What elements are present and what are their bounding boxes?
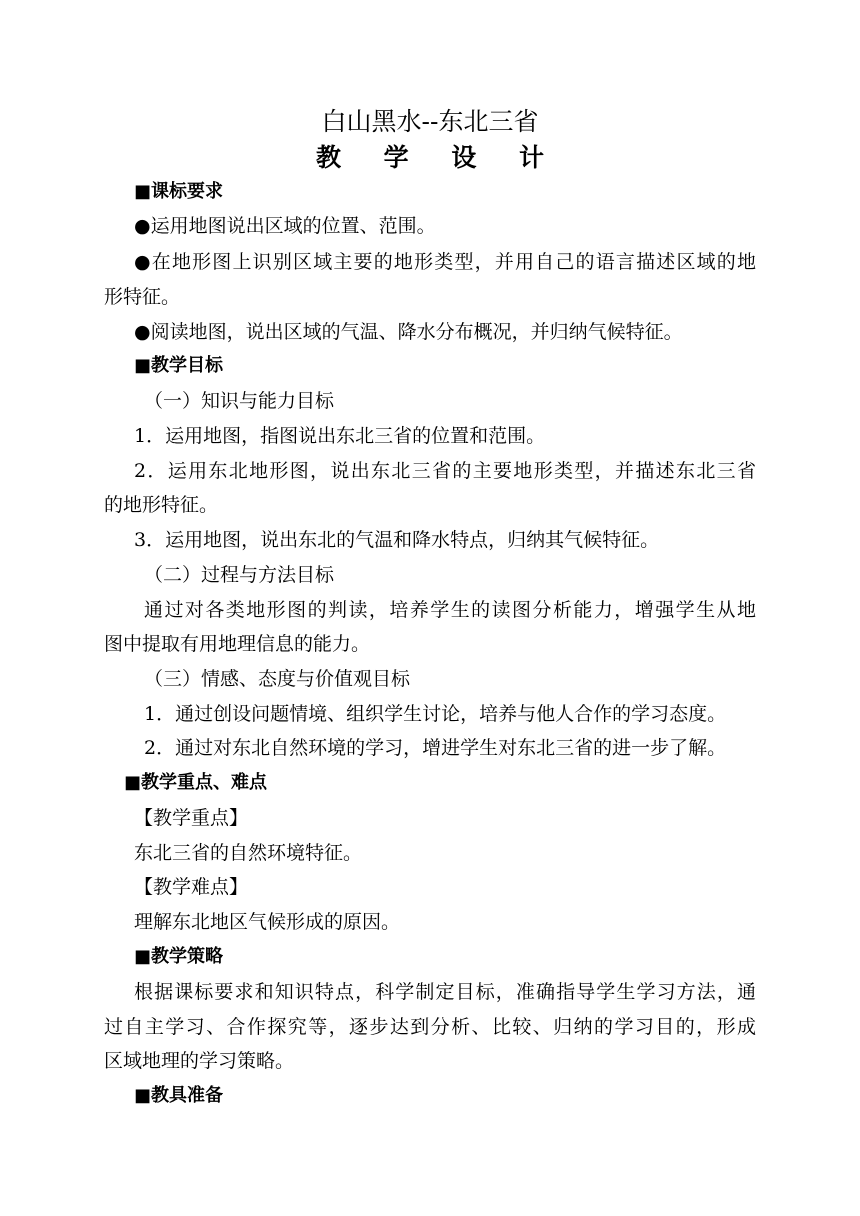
standard-item-2-line-2: 形特征。 bbox=[104, 286, 181, 308]
key-point-label: 【教学重点】 bbox=[134, 807, 249, 829]
objective-subheading-1: （一）知识与能力目标 bbox=[144, 390, 335, 412]
objective-subheading-2: （二）过程与方法目标 bbox=[144, 564, 335, 586]
strategy-paragraph-line-2: 过自主学习、合作探究等，逐步达到分析、比较、归纳的学习目的，形成 bbox=[104, 1016, 756, 1038]
objective-item-2-line-1: 2．运用东北地形图，说出东北三省的主要地形类型，并描述东北三省 bbox=[134, 460, 756, 482]
difficulty-text: 理解东北地区气候形成的原因。 bbox=[134, 911, 401, 933]
objective-item-1: 1．运用地图，指图说出东北三省的位置和范围。 bbox=[134, 425, 546, 447]
document-title: 白山黑水--东北三省 bbox=[321, 107, 539, 136]
section-heading-standards: ■课标要求 bbox=[134, 181, 224, 202]
standard-item-1: ●运用地图说出区域的位置、范围。 bbox=[134, 215, 436, 237]
process-paragraph-line-1: 通过对各类地形图的判读，培养学生的读图分析能力，增强学生从地 bbox=[144, 599, 756, 621]
standard-item-2-line-1: ●在地形图上识别区域主要的地形类型，并用自己的语言描述区域的地 bbox=[134, 251, 756, 273]
objective-subheading-3: （三）情感、态度与价值观目标 bbox=[144, 668, 411, 690]
process-paragraph-line-2: 图中提取有用地理信息的能力。 bbox=[104, 633, 371, 655]
objective-item-2-line-2: 的地形特征。 bbox=[104, 494, 219, 516]
key-point-text: 东北三省的自然环境特征。 bbox=[134, 842, 363, 864]
section-heading-strategy: ■教学策略 bbox=[134, 946, 224, 967]
objective-item-3: 3．运用地图，说出东北的气温和降水特点，归纳其气候特征。 bbox=[134, 529, 660, 551]
section-heading-materials: ■教具准备 bbox=[134, 1085, 224, 1106]
section-heading-key-points: ■教学重点、难点 bbox=[124, 772, 268, 793]
strategy-paragraph-line-1: 根据课标要求和知识特点，科学制定目标，准确指导学生学习方法，通 bbox=[134, 981, 756, 1003]
attitude-item-1: 1．通过创设问题情境、组织学生讨论，培养与他人合作的学习态度。 bbox=[144, 703, 727, 725]
document-subtitle: 教 学 设 计 bbox=[315, 143, 562, 172]
strategy-paragraph-line-3: 区域地理的学习策略。 bbox=[104, 1050, 295, 1072]
section-heading-objectives: ■教学目标 bbox=[134, 355, 224, 376]
attitude-item-2: 2．通过对东北自然环境的学习，增进学生对东北三省的进一步了解。 bbox=[144, 737, 727, 759]
standard-item-3: ●阅读地图，说出区域的气温、降水分布概况，并归纳气候特征。 bbox=[134, 321, 683, 343]
difficulty-label: 【教学难点】 bbox=[134, 876, 249, 898]
